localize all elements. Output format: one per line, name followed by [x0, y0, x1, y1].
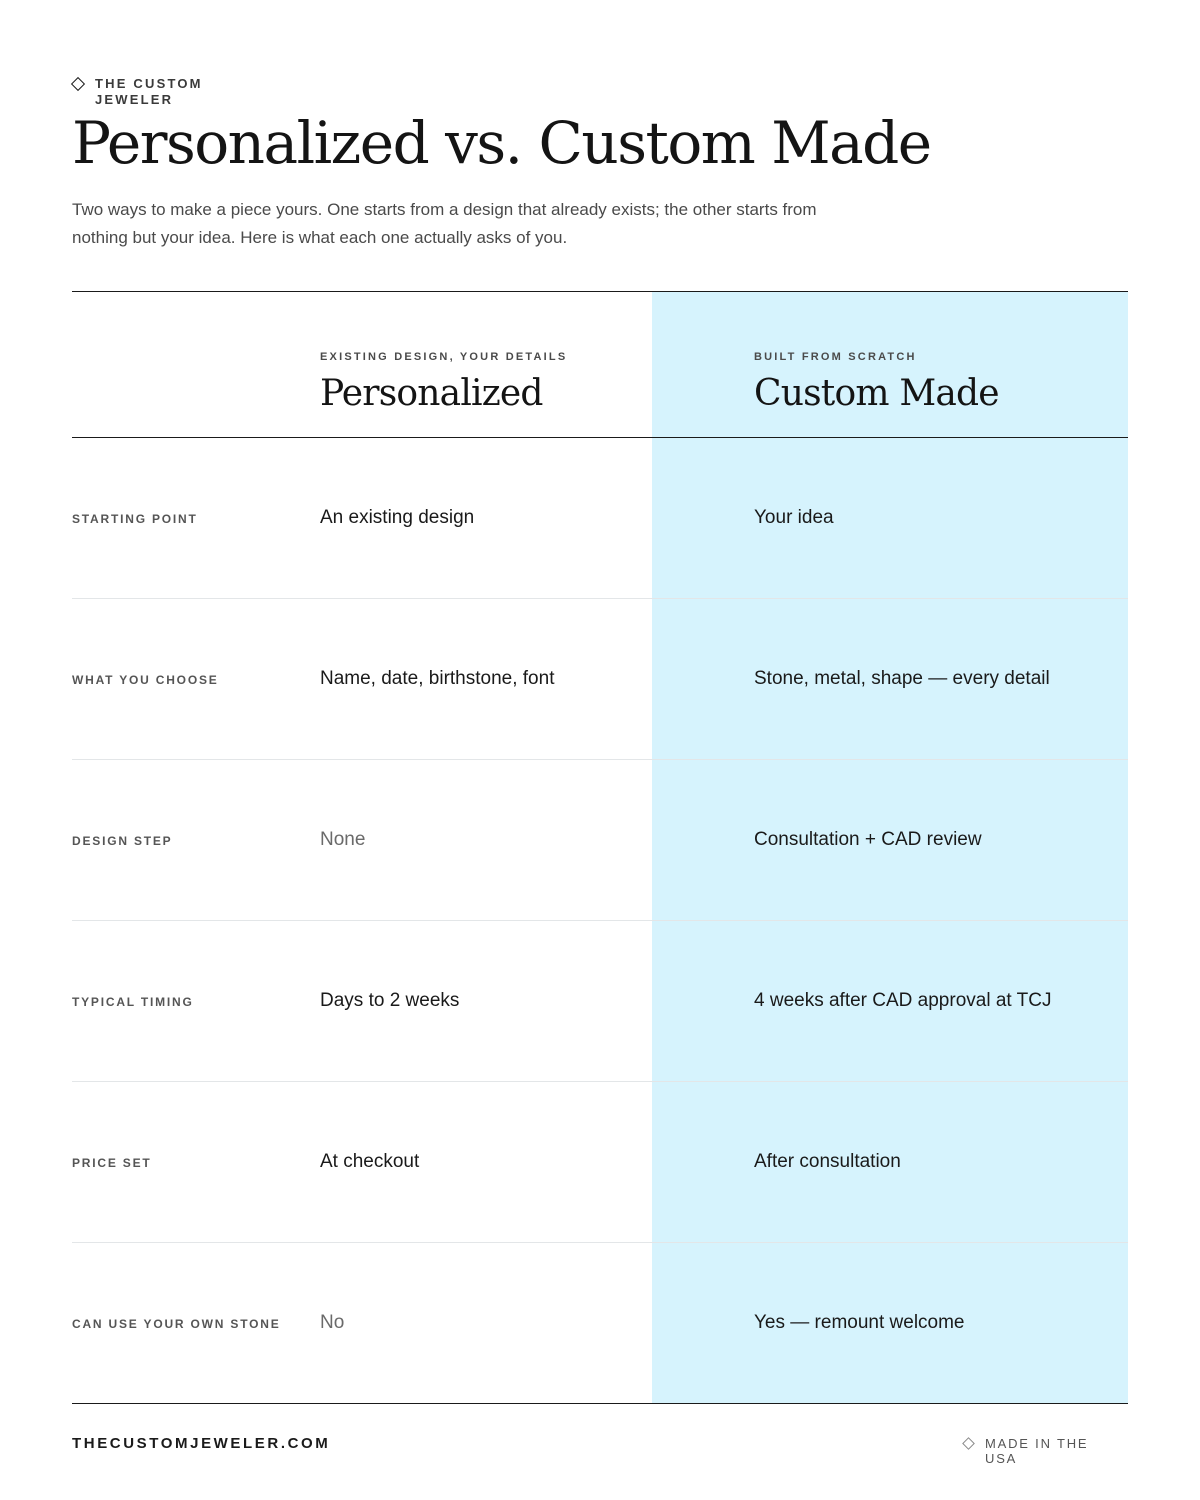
- custom-value: After consultation: [754, 1151, 901, 1172]
- row-label: PRICE SET: [72, 1156, 152, 1170]
- personalized-value: Days to 2 weeks: [320, 990, 460, 1011]
- custom-value: Consultation + CAD review: [754, 829, 982, 850]
- made-in-usa-badge: [964, 1436, 1115, 1466]
- table-row: [72, 438, 1128, 599]
- personalized-value: None: [320, 829, 366, 850]
- custom-value: Your idea: [754, 507, 834, 528]
- column-kicker: BUILT FROM SCRATCH: [754, 351, 917, 363]
- table-row: [72, 1082, 1128, 1243]
- personalized-value: No: [320, 1312, 345, 1333]
- table-row: [72, 760, 1128, 921]
- table-row: [72, 599, 1128, 760]
- website-link[interactable]: THECUSTOMJEWELER.COM: [72, 1435, 331, 1452]
- row-label: DESIGN STEP: [72, 834, 173, 848]
- table-row: [72, 921, 1128, 1082]
- personalized-value: At checkout: [320, 1151, 420, 1172]
- comparison-page: [72, 0, 1128, 1500]
- personalized-value: An existing design: [320, 507, 475, 528]
- custom-value: Stone, metal, shape — every detail: [754, 668, 1050, 689]
- custom-value: Yes — remount welcome: [754, 1312, 965, 1333]
- table-body: [72, 438, 1128, 1404]
- diamond-icon: [71, 77, 85, 91]
- table-header: [72, 292, 1128, 438]
- row-label: STARTING POINT: [72, 512, 198, 526]
- diamond-icon: [962, 1437, 975, 1450]
- brand-name: THE CUSTOM JEWELER: [95, 76, 203, 107]
- column-header-personalized: [320, 350, 567, 418]
- intro-text: Two ways to make a piece yours. One starts from a design that already exists; the other starts from nothing but your idea. Here is what each one actually asks of you.: [72, 200, 817, 247]
- row-label: WHAT YOU CHOOSE: [72, 673, 219, 687]
- made-in-text: MADE IN THE USA: [985, 1436, 1089, 1466]
- page-title: Personalized vs. Custom Made: [72, 109, 931, 177]
- table-row: [72, 1243, 1128, 1404]
- column-title: Custom Made: [754, 373, 999, 414]
- personalized-value: Name, date, birthstone, font: [320, 668, 555, 689]
- column-title: Personalized: [320, 373, 543, 414]
- column-kicker: EXISTING DESIGN, YOUR DETAILS: [320, 351, 568, 363]
- comparison-table: [72, 291, 1128, 1404]
- custom-value: 4 weeks after CAD approval at TCJ: [754, 990, 1052, 1011]
- row-label: TYPICAL TIMING: [72, 995, 194, 1009]
- row-label: CAN USE YOUR OWN STONE: [72, 1317, 281, 1331]
- column-header-custom: [754, 350, 999, 418]
